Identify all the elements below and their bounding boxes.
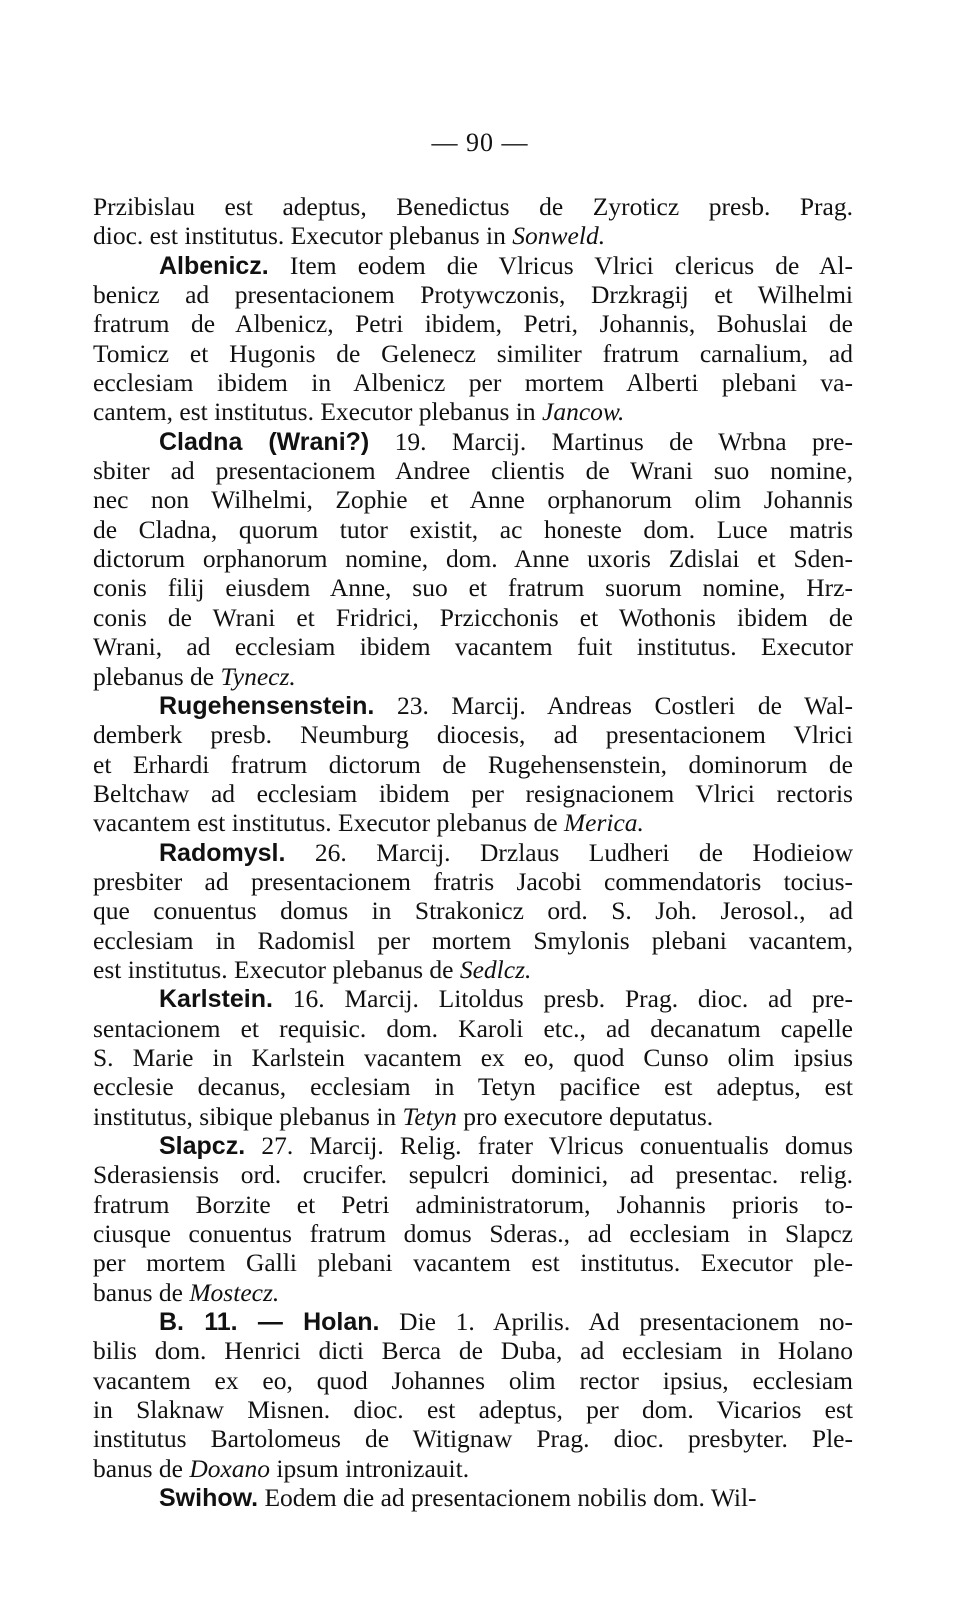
text-line: sbiter ad presentacionem Andree clientis de Wrani suo nomine, bbox=[93, 456, 853, 486]
text-line: Przibislau est adeptus, Benedictus de Zyroticz presb. Prag. bbox=[93, 192, 853, 221]
entry-heading: Karlstein. bbox=[159, 985, 273, 1014]
text-run: Item eodem die Vlricus Vlrici clericus de Al- bbox=[289, 250, 854, 280]
page-number: — 90 — bbox=[431, 128, 529, 157]
text-line: ecclesie decanus, ecclesiam in Tetyn pacifice est adeptus, est bbox=[93, 1072, 853, 1102]
paragraph bbox=[93, 1307, 853, 1483]
text-line: conis de Wrani et Fridrici, Przicchonis et Wothonis ibidem de bbox=[93, 602, 853, 632]
text-line: de Cladna, quorum tutor existit, ac honeste dom. Luce matris bbox=[93, 514, 853, 544]
italic-place-name: Merica. bbox=[563, 808, 644, 838]
text-line: fratrum Borzite et Petri administratorum, Johannis prioris to- bbox=[93, 1189, 853, 1219]
text-line: ecclesiam in Radomisl per mortem Smylonis plebani vacantem, bbox=[93, 925, 853, 955]
text-run: Die 1. Aprilis. Ad presentacionem no- bbox=[399, 1307, 853, 1337]
body-text bbox=[93, 192, 853, 1512]
italic-place-name: Tynecz. bbox=[220, 661, 296, 691]
entry-heading: B. 11. — Holan. bbox=[159, 1308, 380, 1337]
paragraph bbox=[93, 838, 853, 985]
text-line: in Slaknaw Misnen. dioc. est adeptus, per dom. Vicarios est bbox=[93, 1395, 853, 1425]
entry-heading: Radomysl. bbox=[159, 838, 286, 867]
text-line: cantem, est institutus. Executor plebanus in Jancow. bbox=[93, 397, 625, 427]
text-line bbox=[93, 838, 853, 867]
text-run: 26. Marcij. Drzlaus Ludheri de Hodieiow bbox=[314, 837, 853, 867]
text-line: conis filij eiusdem Anne, suo et fratrum suorum nomine, Hrz- bbox=[93, 573, 853, 603]
text-line: benicz ad presentacionem Protywczonis, Drzkragij et Wilhelmi bbox=[93, 280, 853, 310]
text-line: banus de Mostecz. bbox=[93, 1277, 280, 1307]
text-line: ecclesiam ibidem in Albenicz per mortem Alberti plebani va- bbox=[93, 368, 853, 398]
italic-place-name: Mostecz. bbox=[189, 1277, 280, 1307]
text-run: institutus, sibique plebanus in bbox=[93, 1101, 397, 1131]
text-line: que conuentus domus in Strakonicz ord. S. Joh. Jerosol., ad bbox=[93, 896, 853, 926]
italic-place-name: Doxano bbox=[189, 1453, 271, 1483]
text-line bbox=[93, 1454, 853, 1483]
text-line bbox=[93, 427, 853, 456]
entry-heading: Cladna (Wrani?) bbox=[159, 427, 370, 456]
italic-place-name: Sonweld. bbox=[512, 221, 606, 251]
italic-place-name: Tetyn bbox=[402, 1101, 457, 1131]
paragraph bbox=[93, 427, 853, 691]
text-line: Beltchaw ad ecclesiam ibidem per resignacionem Vlrici rectoris bbox=[93, 778, 853, 808]
text-line bbox=[93, 1307, 853, 1336]
text-line: fratrum de Albenicz, Petri ibidem, Petri, Johannis, Bohuslai de bbox=[93, 309, 853, 339]
text-line: bilis dom. Henrici dicti Berca de Duba, ad ecclesiam in Holano bbox=[93, 1336, 853, 1366]
text-line: Wrani, ad ecclesiam ibidem vacantem fuit institutus. Executor bbox=[93, 632, 853, 662]
text-line: sentacionem et requisic. dom. Karoli etc., ad decanatum capelle bbox=[93, 1013, 853, 1043]
paragraph bbox=[93, 691, 853, 838]
text-line: presbiter ad presentacionem fratris Jacobi commendatoris tocius- bbox=[93, 866, 853, 896]
text-line: S. Marie in Karlstein vacantem ex eo, quod Cunso olim ipsius bbox=[93, 1042, 853, 1072]
text-line: nec non Wilhelmi, Zophie et Anne orphanorum olim Johannis bbox=[93, 485, 853, 515]
text-line bbox=[93, 984, 853, 1013]
text-run: 19. Marcij. Martinus de Wrbna pre- bbox=[394, 426, 853, 456]
text-line bbox=[93, 691, 853, 720]
text-line bbox=[93, 1131, 853, 1160]
text-line: vacantem ex eo, quod Johannes olim rector ipsius, ecclesiam bbox=[93, 1365, 853, 1395]
text-line: ciusque conuentus fratrum domus Sderas., ad ecclesiam in Slapcz bbox=[93, 1219, 853, 1249]
text-run: 16. Marcij. Litoldus presb. Prag. dioc. ad pre- bbox=[292, 984, 853, 1014]
entry-heading: Swihow. bbox=[159, 1484, 259, 1513]
text-line bbox=[93, 251, 853, 280]
italic-place-name: Sedlcz. bbox=[459, 954, 532, 984]
paragraph bbox=[93, 1483, 853, 1512]
entry-heading: Slapcz. bbox=[159, 1132, 246, 1160]
paragraph bbox=[93, 1131, 853, 1307]
text-line: Tomicz et Hugonis de Gelenecz similiter fratrum carnalium, ad bbox=[93, 338, 853, 368]
text-line: institutus Bartolomeus de Witignaw Prag. dioc. presbyter. Ple- bbox=[93, 1424, 853, 1454]
text-run: Eodem die ad presentacionem nobilis dom. Wil- bbox=[264, 1483, 757, 1513]
text-run: banus de bbox=[93, 1453, 183, 1483]
text-line: dioc. est institutus. Executor plebanus in Sonweld. bbox=[93, 221, 606, 251]
text-line: demberk presb. Neumburg diocesis, ad presentacionem Vlrici bbox=[93, 720, 853, 750]
text-line: Sderasiensis ord. crucifer. sepulcri dominici, ad presentac. relig. bbox=[93, 1160, 853, 1190]
text-line: per mortem Galli plebani vacantem est institutus. Executor ple- bbox=[93, 1248, 853, 1278]
text-line: et Erhardi fratrum dictorum de Rugehensenstein, dominorum de bbox=[93, 749, 853, 779]
paragraph bbox=[93, 251, 853, 427]
paragraph bbox=[93, 192, 853, 251]
text-line bbox=[93, 1483, 853, 1512]
entry-heading: Albenicz. bbox=[159, 251, 269, 280]
text-line: dictorum orphanorum nomine, dom. Anne uxoris Zdislai et Sden- bbox=[93, 544, 853, 574]
text-run: pro executore deputatus. bbox=[463, 1101, 714, 1131]
text-line: est institutus. Executor plebanus de Sedlcz. bbox=[93, 954, 532, 984]
text-line: plebanus de Tynecz. bbox=[93, 661, 296, 691]
text-line: vacantem est institutus. Executor plebanus de Merica. bbox=[93, 808, 644, 838]
text-line bbox=[93, 1102, 853, 1131]
text-run: 27. Marcij. Relig. frater Vlricus conuentualis domus bbox=[261, 1131, 853, 1160]
italic-place-name: Jancow. bbox=[542, 397, 625, 427]
paragraph bbox=[93, 984, 853, 1131]
entry-heading: Rugehensenstein. bbox=[159, 691, 375, 720]
text-run: 23. Marcij. Andreas Costleri de Wal- bbox=[396, 690, 853, 720]
text-run: ipsum intronizauit. bbox=[276, 1453, 470, 1483]
